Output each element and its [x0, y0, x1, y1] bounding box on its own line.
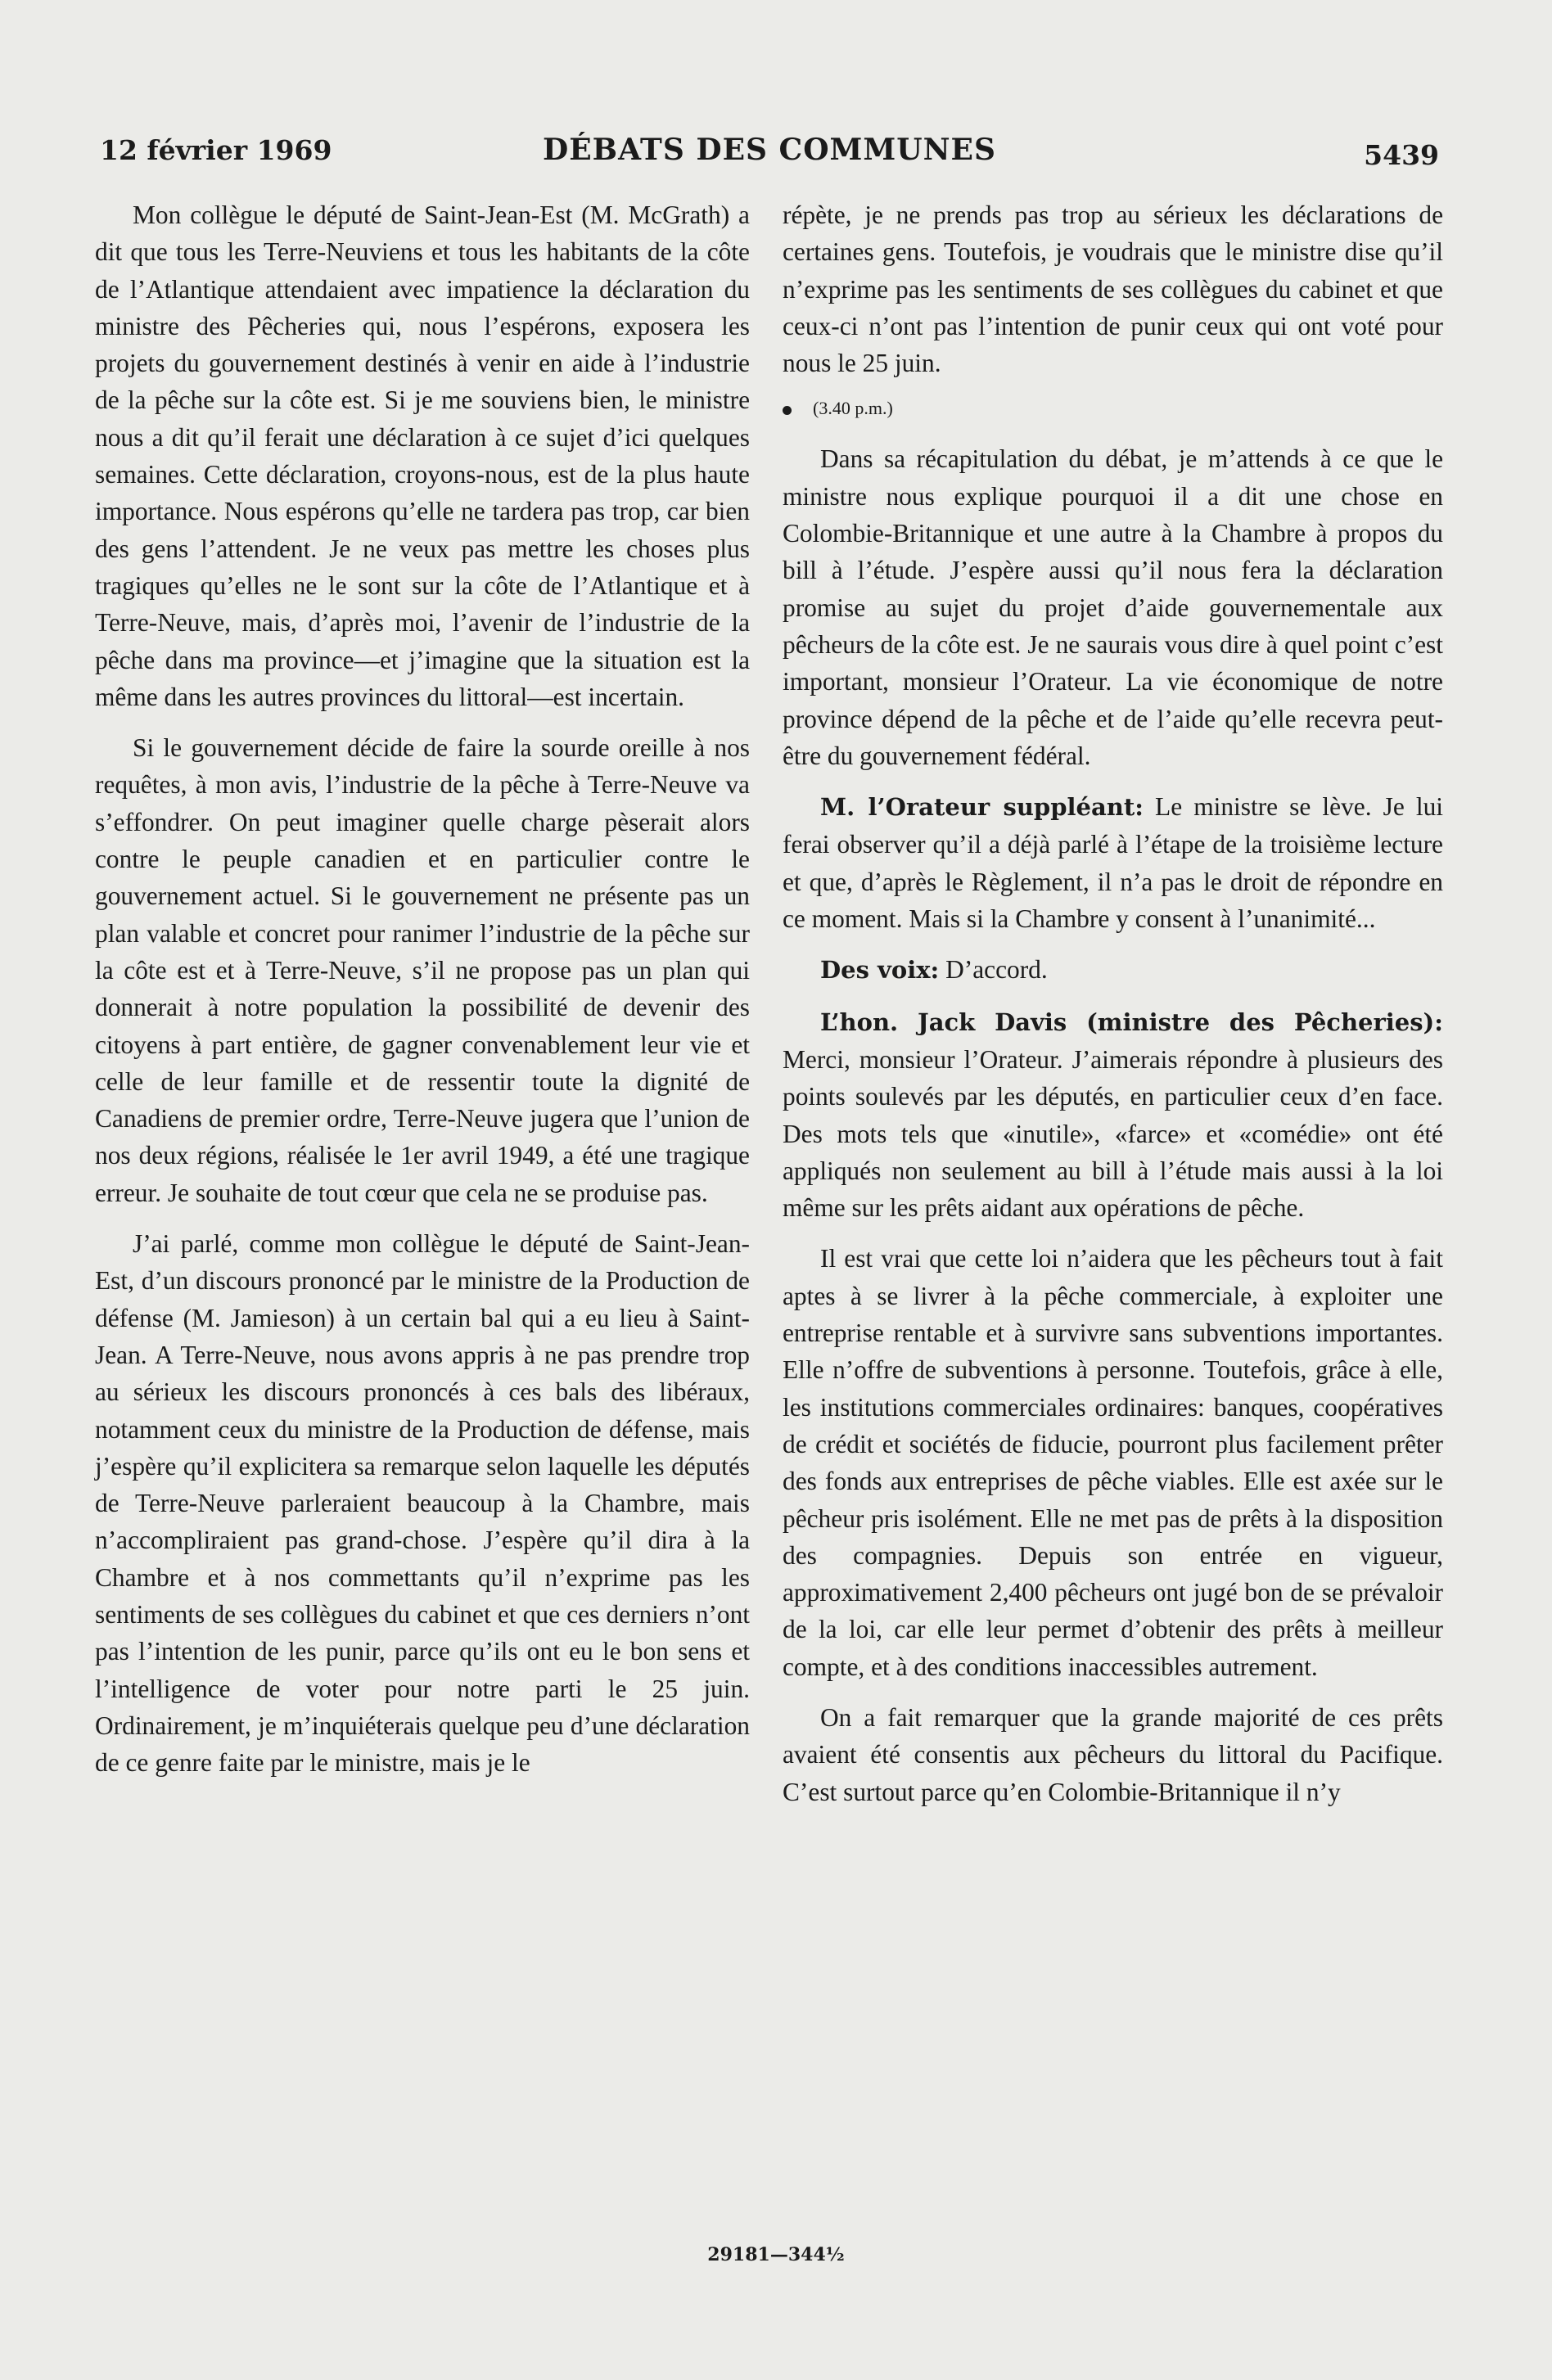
- bullet-icon: [783, 406, 792, 415]
- speech-text: D’accord.: [945, 955, 1048, 985]
- footer-code: 29181—344½: [707, 2244, 845, 2265]
- page-number: 5439: [1364, 139, 1439, 171]
- paragraph: On a fait remarquer que la grande majorité de ces prêts avaient été consentis aux pêcheurs du littoral du Pacifique. C’est surtout parce qu’en Colombie-Britannique il n’y: [783, 1702, 1443, 1806]
- speaker-paragraph: [783, 951, 1443, 989]
- right-column: [783, 196, 1443, 1810]
- speech-text: Merci, monsieur l’Orateur. J’aimerais répondre à plusieurs des points soulevés par les députés, en particulier ceux d’en face. Des mots tels que «inutile», «farce» et «comédie» ont été appliqués non seulement au bill à l’étude mais aussi à la loi même sur les prêts aidant aux opérations de pêche.: [783, 1044, 1443, 1223]
- speaker-paragraph: [783, 788, 1443, 937]
- header-date: 12 février 1969: [100, 134, 332, 166]
- paragraph: répète, je ne prends pas trop au sérieux les déclarations de certaines gens. Toutefois, je voudrais que le ministre dise qu’il n’exprime pas les sentiments de ses collègues du cabinet et que ceux-ci n’ont pas l’intention de punir ceux qui ont voté pour nous le 25 juin.: [783, 201, 1443, 378]
- paragraph: Mon collègue le député de Saint-Jean-Est (M. McGrath) a dit que tous les Terre-Neuviens et tous les habitants de la côte de l’Atlantique attendaient avec impatience la déclaration du ministre des Pêcheries qui, nous l’espérons, exposera les projets du gouvernement destinés à venir en aide à l’industrie de la pêche sur la côte est. Si je me souviens bien, le ministre nous a dit qu’il ferait une déclaration à ce sujet d’ici quelques semaines. Cette déclaration, croyons-nous, est de la plus haute importance. Nous espérons qu’elle ne tardera pas trop, car bien des gens l’attendent. Je ne veux pas mettre les choses plus tragiques qu’elles ne le sont sur la côte de l’Atlantique et à Terre-Neuve, mais, d’après moi, l’avenir de l’industrie de la pêche dans ma province—et j’imagine que la situation est la même dans les autres provinces du littoral—est incertain.: [95, 201, 750, 711]
- speaker-name: L’hon. Jack Davis (ministre des Pêcheries):: [820, 1007, 1443, 1036]
- speech-text: Le ministre se lève. Je lui ferai observer qu’il a déjà parlé à l’étape de la troisième lecture et que, d’après le Règlement, il n’a pas le droit de répondre en ce moment. Mais si la Chambre y consent à l’unanimité...: [783, 792, 1444, 934]
- paragraph: Il est vrai que cette loi n’aidera que les pêcheurs tout à fait aptes à se livrer à la pêche commerciale, à exploiter une entreprise rentable et à survivre sans subventions importantes. Elle n’offre de subventions à personne. Toutefois, grâce à elle, les institutions commerciales ordinaires: banques, coopératives de crédit et sociétés de fiducie, pourront plus facilement prêter des fonds aux entreprises de pêche viables. Elle est axée sur le pêcheur pris isolément. Elle ne met pas de prêts à la disposition des compagnies. Depuis son entrée en vigueur, approximativement 2,400 pêcheurs ont jugé bon de se prévaloir de la loi, car elle leur permet d’obtenir des prêts à meilleur compte, et à des conditions inaccessibles autrement.: [783, 1244, 1443, 1681]
- header-title: DÉBATS DES COMMUNES: [542, 133, 996, 167]
- speaker-name: Des voix:: [820, 956, 940, 985]
- speaker-name: M. l’Orateur suppléant:: [820, 793, 1144, 822]
- left-column: [95, 196, 750, 1781]
- time-marker: [783, 390, 1443, 426]
- paragraph: Si le gouvernement décide de faire la sourde oreille à nos requêtes, à mon avis, l’industrie de la pêche à Terre-Neuve va s’effondrer. On peut imaginer quelle charge pèserait alors contre le peuple canadien et en particulier contre le gouvernement actuel. Si le gouvernement ne présente pas un plan valable et concret pour ranimer l’industrie de la pêche sur la côte est et à Terre-Neuve, s’il ne propose pas un plan qui donnerait à notre population la possibilité de devenir des citoyens à part entière, de gagner convenablement leur vie et celle de leur famille et de ressentir toute la dignité de Canadiens de premier ordre, Terre-Neuve jugera que l’union de nos deux régions, réalisée le 1er avril 1949, a été une tragique erreur. Je souhaite de tout cœur que cela ne se produise pas.: [95, 733, 750, 1207]
- paragraph: Dans sa récapitulation du débat, je m’attends à ce que le ministre nous explique pourquoi il a dit une chose en Colombie-Britannique et une autre à la Chambre à propos du bill à l’étude. J’espère aussi qu’il nous fera la déclaration promise au sujet du projet d’aide gouvernementale aux pêcheurs de la côte est. Je ne saurais vous dire à quel point c’est important, monsieur l’Orateur. La vie économique de notre province dépend de la pêche et de l’aide qu’elle recevra peut-être du gouvernement fédéral.: [783, 444, 1443, 770]
- page-header: [100, 129, 1439, 170]
- speaker-paragraph: [783, 1003, 1443, 1227]
- time-marker-text: (3.40 p.m.): [813, 398, 893, 419]
- paragraph: J’ai parlé, comme mon collègue le député de Saint-Jean-Est, d’un discours prononcé par le ministre de la Production de défense (M. Jamieson) à un certain bal qui a eu lieu à Saint-Jean. A Terre-Neuve, nous avons appris à ne pas prendre trop au sérieux les discours prononcés à ces bals des libéraux, notamment ceux du ministre de la Production de défense, mais j’espère qu’il explicitera sa remarque selon laquelle les députés de Terre-Neuve parleraient beaucoup à la Chambre, mais n’accompliraient pas grand-chose. J’espère qu’il dira à la Chambre et à nos commettants qu’il n’exprime pas les sentiments de ses collègues du cabinet et que ces derniers n’ont pas l’intention de les punir, parce qu’ils ont eu le bon sens et l’intelligence de voter pour notre parti le 25 juin. Ordinairement, je m’inquiéterais quelque peu d’une déclaration de ce genre faite par le ministre, mais je le: [95, 1229, 750, 1778]
